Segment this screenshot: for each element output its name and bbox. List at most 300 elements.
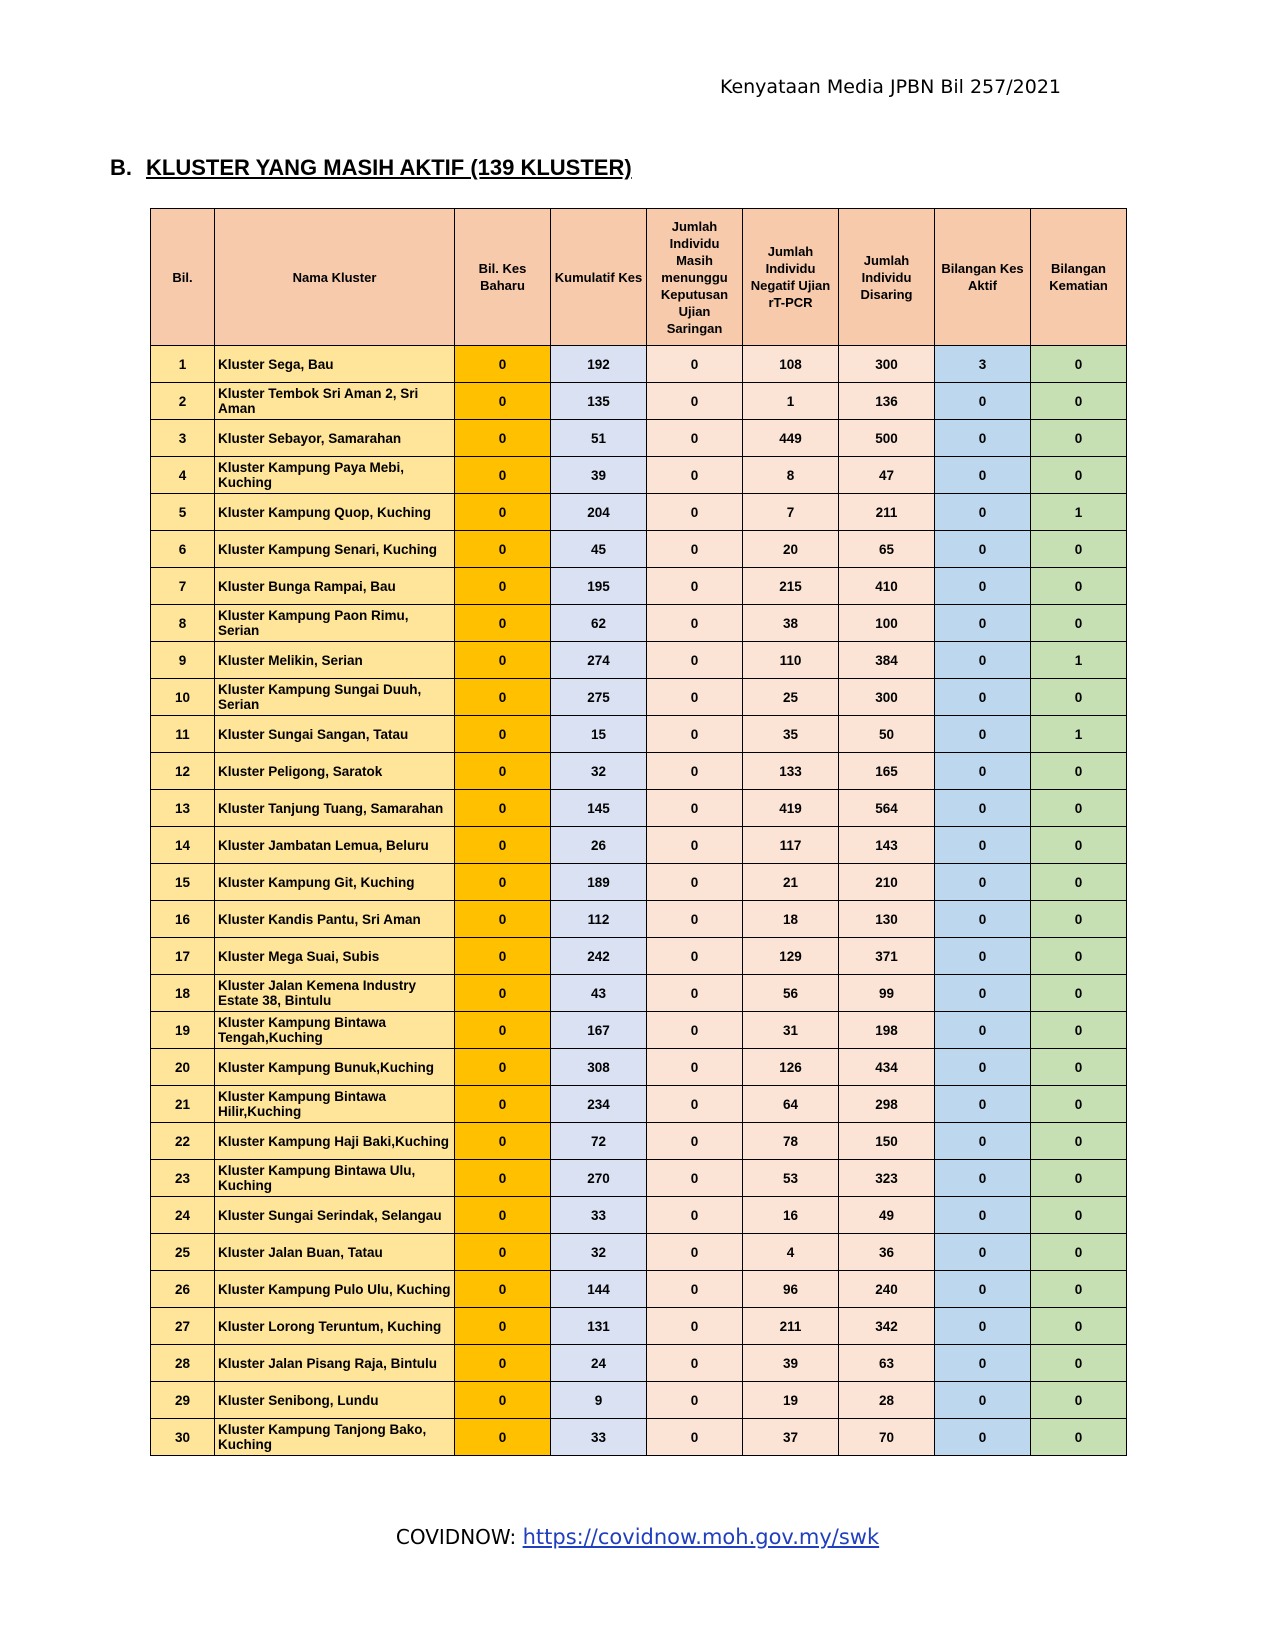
cell-negatif: 4	[743, 1234, 839, 1271]
cell-kes-baharu: 0	[455, 827, 551, 864]
cell-kumulatif: 234	[551, 1086, 647, 1123]
cell-negatif: 39	[743, 1345, 839, 1382]
cell-kes-aktif: 0	[935, 605, 1031, 642]
header-menunggu-keputusan: Jumlah Individu Masih menunggu Keputusan Ujian Saringan	[647, 209, 743, 346]
cell-bil: 8	[151, 605, 215, 642]
cell-kes-baharu: 0	[455, 1123, 551, 1160]
table-row	[151, 1419, 1127, 1456]
table-row	[151, 1123, 1127, 1160]
cell-nama-kluster: Kluster Jalan Kemena Industry Estate 38, Bintulu	[215, 975, 455, 1012]
cell-disaring: 130	[839, 901, 935, 938]
cell-kumulatif: 192	[551, 346, 647, 383]
cell-disaring: 99	[839, 975, 935, 1012]
cell-negatif: 1	[743, 383, 839, 420]
header-negatif-ujian: Jumlah Individu Negatif Ujian rT-PCR	[743, 209, 839, 346]
cell-negatif: 35	[743, 716, 839, 753]
cell-kumulatif: 9	[551, 1382, 647, 1419]
cell-kematian: 0	[1031, 864, 1127, 901]
cell-bil: 21	[151, 1086, 215, 1123]
cell-kes-baharu: 0	[455, 383, 551, 420]
cell-negatif: 96	[743, 1271, 839, 1308]
cell-nama-kluster: Kluster Kampung Bintawa Ulu, Kuching	[215, 1160, 455, 1197]
table-row	[151, 1086, 1127, 1123]
cell-negatif: 419	[743, 790, 839, 827]
cell-menunggu: 0	[647, 457, 743, 494]
cell-kematian: 0	[1031, 1086, 1127, 1123]
cell-kes-aktif: 0	[935, 716, 1031, 753]
cell-disaring: 434	[839, 1049, 935, 1086]
cell-menunggu: 0	[647, 1234, 743, 1271]
cell-disaring: 300	[839, 679, 935, 716]
cell-negatif: 19	[743, 1382, 839, 1419]
cell-nama-kluster: Kluster Kampung Senari, Kuching	[215, 531, 455, 568]
cell-nama-kluster: Kluster Kampung Bintawa Hilir,Kuching	[215, 1086, 455, 1123]
cell-negatif: 21	[743, 864, 839, 901]
cell-kematian: 0	[1031, 1345, 1127, 1382]
cell-bil: 17	[151, 938, 215, 975]
cell-kematian: 1	[1031, 716, 1127, 753]
cell-kumulatif: 145	[551, 790, 647, 827]
cell-disaring: 564	[839, 790, 935, 827]
cell-kumulatif: 204	[551, 494, 647, 531]
cell-kumulatif: 135	[551, 383, 647, 420]
table-row	[151, 1197, 1127, 1234]
cell-kumulatif: 72	[551, 1123, 647, 1160]
cell-kematian: 0	[1031, 605, 1127, 642]
cell-kumulatif: 33	[551, 1197, 647, 1234]
cell-kes-baharu: 0	[455, 1197, 551, 1234]
cell-kematian: 0	[1031, 938, 1127, 975]
cell-disaring: 500	[839, 420, 935, 457]
cell-nama-kluster: Kluster Kampung Paon Rimu, Serian	[215, 605, 455, 642]
cell-bil: 4	[151, 457, 215, 494]
cell-menunggu: 0	[647, 1197, 743, 1234]
cell-kes-baharu: 0	[455, 790, 551, 827]
cell-kes-baharu: 0	[455, 975, 551, 1012]
cell-kematian: 0	[1031, 1382, 1127, 1419]
cell-negatif: 8	[743, 457, 839, 494]
cell-kumulatif: 131	[551, 1308, 647, 1345]
cell-kes-baharu: 0	[455, 1049, 551, 1086]
header-kes-baharu: Bil. Kes Baharu	[455, 209, 551, 346]
cell-kes-aktif: 0	[935, 790, 1031, 827]
cell-menunggu: 0	[647, 1123, 743, 1160]
cell-kematian: 0	[1031, 1271, 1127, 1308]
cell-disaring: 298	[839, 1086, 935, 1123]
header-nama-kluster: Nama Kluster	[215, 209, 455, 346]
cell-menunggu: 0	[647, 420, 743, 457]
cell-kumulatif: 26	[551, 827, 647, 864]
cell-kes-aktif: 0	[935, 901, 1031, 938]
cell-kes-aktif: 0	[935, 568, 1031, 605]
cell-negatif: 7	[743, 494, 839, 531]
cell-kes-aktif: 0	[935, 1160, 1031, 1197]
cell-nama-kluster: Kluster Melikin, Serian	[215, 642, 455, 679]
cell-kematian: 0	[1031, 346, 1127, 383]
cell-kematian: 0	[1031, 1197, 1127, 1234]
header-kematian: Bilangan Kematian	[1031, 209, 1127, 346]
cell-kes-aktif: 0	[935, 457, 1031, 494]
cell-kes-aktif: 0	[935, 1049, 1031, 1086]
cell-kes-baharu: 0	[455, 457, 551, 494]
cell-menunggu: 0	[647, 1382, 743, 1419]
table-row	[151, 494, 1127, 531]
cell-kumulatif: 112	[551, 901, 647, 938]
cell-nama-kluster: Kluster Peligong, Saratok	[215, 753, 455, 790]
cell-kes-aktif: 0	[935, 1345, 1031, 1382]
section-letter: B.	[110, 155, 132, 180]
cell-kes-aktif: 0	[935, 1382, 1031, 1419]
cell-bil: 23	[151, 1160, 215, 1197]
cell-kes-aktif: 0	[935, 1123, 1031, 1160]
table-row	[151, 383, 1127, 420]
cell-menunggu: 0	[647, 346, 743, 383]
cell-menunggu: 0	[647, 494, 743, 531]
cell-disaring: 49	[839, 1197, 935, 1234]
table-row	[151, 605, 1127, 642]
cell-bil: 26	[151, 1271, 215, 1308]
cell-kematian: 0	[1031, 1012, 1127, 1049]
cell-nama-kluster: Kluster Jalan Pisang Raja, Bintulu	[215, 1345, 455, 1382]
cell-kematian: 0	[1031, 457, 1127, 494]
cell-nama-kluster: Kluster Sega, Bau	[215, 346, 455, 383]
cell-kes-baharu: 0	[455, 679, 551, 716]
cell-bil: 25	[151, 1234, 215, 1271]
cell-kes-aktif: 0	[935, 679, 1031, 716]
cell-nama-kluster: Kluster Tanjung Tuang, Samarahan	[215, 790, 455, 827]
cell-kumulatif: 270	[551, 1160, 647, 1197]
cell-kematian: 0	[1031, 901, 1127, 938]
cell-kes-aktif: 0	[935, 1234, 1031, 1271]
cell-bil: 7	[151, 568, 215, 605]
cell-bil: 22	[151, 1123, 215, 1160]
cell-bil: 3	[151, 420, 215, 457]
cell-kematian: 0	[1031, 1419, 1127, 1456]
table-row	[151, 1234, 1127, 1271]
footer	[0, 1525, 1275, 1549]
cell-bil: 12	[151, 753, 215, 790]
cell-nama-kluster: Kluster Kampung Bunuk,Kuching	[215, 1049, 455, 1086]
cell-nama-kluster: Kluster Jambatan Lemua, Beluru	[215, 827, 455, 864]
cell-kumulatif: 144	[551, 1271, 647, 1308]
cell-kes-baharu: 0	[455, 753, 551, 790]
cell-kes-aktif: 0	[935, 827, 1031, 864]
table-row	[151, 1382, 1127, 1419]
cell-disaring: 47	[839, 457, 935, 494]
cell-bil: 10	[151, 679, 215, 716]
cell-negatif: 18	[743, 901, 839, 938]
cell-kumulatif: 32	[551, 1234, 647, 1271]
cell-kes-aktif: 0	[935, 1419, 1031, 1456]
cell-menunggu: 0	[647, 790, 743, 827]
table-row	[151, 420, 1127, 457]
cell-bil: 6	[151, 531, 215, 568]
cell-negatif: 129	[743, 938, 839, 975]
header-disaring: Jumlah Individu Disaring	[839, 209, 935, 346]
table-row	[151, 457, 1127, 494]
cell-kumulatif: 45	[551, 531, 647, 568]
cell-disaring: 70	[839, 1419, 935, 1456]
cell-kumulatif: 189	[551, 864, 647, 901]
table-header-row	[151, 209, 1127, 346]
cell-disaring: 384	[839, 642, 935, 679]
cell-negatif: 108	[743, 346, 839, 383]
cell-kumulatif: 24	[551, 1345, 647, 1382]
cell-menunggu: 0	[647, 1419, 743, 1456]
cell-disaring: 240	[839, 1271, 935, 1308]
cell-nama-kluster: Kluster Sebayor, Samarahan	[215, 420, 455, 457]
cell-menunggu: 0	[647, 1012, 743, 1049]
cell-nama-kluster: Kluster Kampung Quop, Kuching	[215, 494, 455, 531]
cell-nama-kluster: Kluster Jalan Buan, Tatau	[215, 1234, 455, 1271]
cell-kematian: 0	[1031, 383, 1127, 420]
cell-disaring: 143	[839, 827, 935, 864]
cell-menunggu: 0	[647, 605, 743, 642]
cell-kes-baharu: 0	[455, 1419, 551, 1456]
cell-disaring: 323	[839, 1160, 935, 1197]
cell-negatif: 31	[743, 1012, 839, 1049]
cell-kes-aktif: 0	[935, 1308, 1031, 1345]
cell-kematian: 0	[1031, 790, 1127, 827]
cell-kematian: 0	[1031, 753, 1127, 790]
cell-bil: 18	[151, 975, 215, 1012]
cell-kes-aktif: 0	[935, 975, 1031, 1012]
cell-negatif: 53	[743, 1160, 839, 1197]
cell-kumulatif: 167	[551, 1012, 647, 1049]
header-bil: Bil.	[151, 209, 215, 346]
cell-disaring: 50	[839, 716, 935, 753]
cell-kematian: 0	[1031, 679, 1127, 716]
cell-kes-aktif: 0	[935, 1012, 1031, 1049]
cell-bil: 11	[151, 716, 215, 753]
cell-menunggu: 0	[647, 716, 743, 753]
cell-kes-baharu: 0	[455, 1234, 551, 1271]
cell-nama-kluster: Kluster Kampung Git, Kuching	[215, 864, 455, 901]
cell-kematian: 0	[1031, 1234, 1127, 1271]
cell-kes-baharu: 0	[455, 605, 551, 642]
cell-kumulatif: 32	[551, 753, 647, 790]
cell-disaring: 198	[839, 1012, 935, 1049]
cell-kumulatif: 15	[551, 716, 647, 753]
cell-kes-baharu: 0	[455, 1308, 551, 1345]
cell-negatif: 449	[743, 420, 839, 457]
table-row	[151, 1271, 1127, 1308]
cell-nama-kluster: Kluster Lorong Teruntum, Kuching	[215, 1308, 455, 1345]
cell-kumulatif: 62	[551, 605, 647, 642]
cluster-table	[150, 208, 1127, 1456]
cell-menunggu: 0	[647, 1271, 743, 1308]
cell-bil: 28	[151, 1345, 215, 1382]
cell-kematian: 0	[1031, 531, 1127, 568]
table-row	[151, 901, 1127, 938]
cell-menunggu: 0	[647, 568, 743, 605]
cell-bil: 19	[151, 1012, 215, 1049]
cell-disaring: 211	[839, 494, 935, 531]
cell-kes-baharu: 0	[455, 1382, 551, 1419]
cell-kematian: 0	[1031, 1049, 1127, 1086]
cell-menunggu: 0	[647, 1049, 743, 1086]
cell-nama-kluster: Kluster Sungai Sangan, Tatau	[215, 716, 455, 753]
table-row	[151, 1345, 1127, 1382]
cell-bil: 13	[151, 790, 215, 827]
section-heading: KLUSTER YANG MASIH AKTIF (139 KLUSTER)	[146, 155, 632, 180]
cell-negatif: 126	[743, 1049, 839, 1086]
cell-negatif: 215	[743, 568, 839, 605]
cell-kematian: 0	[1031, 827, 1127, 864]
table-row	[151, 568, 1127, 605]
table-row	[151, 1012, 1127, 1049]
table-row	[151, 1308, 1127, 1345]
cell-kumulatif: 33	[551, 1419, 647, 1456]
cell-bil: 5	[151, 494, 215, 531]
cell-disaring: 165	[839, 753, 935, 790]
cell-kematian: 1	[1031, 642, 1127, 679]
cell-negatif: 78	[743, 1123, 839, 1160]
cell-menunggu: 0	[647, 1345, 743, 1382]
cell-nama-kluster: Kluster Bunga Rampai, Bau	[215, 568, 455, 605]
cell-nama-kluster: Kluster Kandis Pantu, Sri Aman	[215, 901, 455, 938]
cell-kes-aktif: 0	[935, 383, 1031, 420]
cell-menunggu: 0	[647, 864, 743, 901]
cell-nama-kluster: Kluster Kampung Pulo Ulu, Kuching	[215, 1271, 455, 1308]
cell-menunggu: 0	[647, 679, 743, 716]
cell-menunggu: 0	[647, 1308, 743, 1345]
section-title	[110, 155, 632, 181]
cell-disaring: 28	[839, 1382, 935, 1419]
cell-kematian: 0	[1031, 1123, 1127, 1160]
cell-kumulatif: 195	[551, 568, 647, 605]
cell-nama-kluster: Kluster Sungai Serindak, Selangau	[215, 1197, 455, 1234]
table-body	[151, 346, 1127, 1456]
cell-kes-baharu: 0	[455, 494, 551, 531]
cell-bil: 20	[151, 1049, 215, 1086]
cell-menunggu: 0	[647, 901, 743, 938]
cell-nama-kluster: Kluster Senibong, Lundu	[215, 1382, 455, 1419]
cell-nama-kluster: Kluster Mega Suai, Subis	[215, 938, 455, 975]
cell-menunggu: 0	[647, 1086, 743, 1123]
cell-kes-aktif: 0	[935, 753, 1031, 790]
table-row	[151, 716, 1127, 753]
table-row	[151, 753, 1127, 790]
table-row	[151, 679, 1127, 716]
cell-kes-baharu: 0	[455, 642, 551, 679]
cell-bil: 16	[151, 901, 215, 938]
table-row	[151, 1160, 1127, 1197]
cell-kes-aktif: 0	[935, 494, 1031, 531]
cell-kes-baharu: 0	[455, 1271, 551, 1308]
cell-menunggu: 0	[647, 383, 743, 420]
cell-kumulatif: 308	[551, 1049, 647, 1086]
cell-menunggu: 0	[647, 642, 743, 679]
header-kumulatif-kes: Kumulatif Kes	[551, 209, 647, 346]
cell-kes-baharu: 0	[455, 1086, 551, 1123]
cell-kes-baharu: 0	[455, 938, 551, 975]
cell-bil: 30	[151, 1419, 215, 1456]
document-reference: Kenyataan Media JPBN Bil 257/2021	[719, 76, 1061, 98]
cell-bil: 29	[151, 1382, 215, 1419]
cell-disaring: 100	[839, 605, 935, 642]
cell-kes-baharu: 0	[455, 1345, 551, 1382]
table-row	[151, 938, 1127, 975]
cell-menunggu: 0	[647, 827, 743, 864]
cell-kumulatif: 274	[551, 642, 647, 679]
cell-disaring: 36	[839, 1234, 935, 1271]
cell-negatif: 20	[743, 531, 839, 568]
cell-bil: 15	[151, 864, 215, 901]
cell-negatif: 110	[743, 642, 839, 679]
cell-bil: 9	[151, 642, 215, 679]
cell-kes-aktif: 0	[935, 1271, 1031, 1308]
cell-negatif: 64	[743, 1086, 839, 1123]
cell-disaring: 63	[839, 1345, 935, 1382]
cell-bil: 14	[151, 827, 215, 864]
cell-nama-kluster: Kluster Kampung Tanjong Bako, Kuching	[215, 1419, 455, 1456]
cell-kumulatif: 43	[551, 975, 647, 1012]
cell-negatif: 56	[743, 975, 839, 1012]
cell-kes-baharu: 0	[455, 901, 551, 938]
cell-kes-baharu: 0	[455, 1160, 551, 1197]
table-row	[151, 1049, 1127, 1086]
cell-kematian: 1	[1031, 494, 1127, 531]
cell-menunggu: 0	[647, 531, 743, 568]
table-row	[151, 346, 1127, 383]
cell-disaring: 342	[839, 1308, 935, 1345]
table-row	[151, 975, 1127, 1012]
cell-kes-aktif: 3	[935, 346, 1031, 383]
cell-kematian: 0	[1031, 568, 1127, 605]
cell-kumulatif: 275	[551, 679, 647, 716]
cell-disaring: 300	[839, 346, 935, 383]
cell-nama-kluster: Kluster Kampung Paya Mebi, Kuching	[215, 457, 455, 494]
cell-kumulatif: 242	[551, 938, 647, 975]
cell-negatif: 38	[743, 605, 839, 642]
covidnow-link[interactable]: https://covidnow.moh.gov.my/swk	[522, 1525, 880, 1549]
cell-menunggu: 0	[647, 975, 743, 1012]
table-row	[151, 642, 1127, 679]
table-row	[151, 827, 1127, 864]
cell-negatif: 25	[743, 679, 839, 716]
cell-menunggu: 0	[647, 938, 743, 975]
cell-kes-aktif: 0	[935, 1086, 1031, 1123]
cell-negatif: 117	[743, 827, 839, 864]
cell-disaring: 410	[839, 568, 935, 605]
table-row	[151, 790, 1127, 827]
cell-disaring: 210	[839, 864, 935, 901]
cell-kematian: 0	[1031, 975, 1127, 1012]
cell-kes-baharu: 0	[455, 346, 551, 383]
cell-disaring: 65	[839, 531, 935, 568]
cell-kematian: 0	[1031, 1308, 1127, 1345]
cell-kumulatif: 51	[551, 420, 647, 457]
cell-kes-baharu: 0	[455, 716, 551, 753]
cell-kes-aktif: 0	[935, 1197, 1031, 1234]
cell-menunggu: 0	[647, 1160, 743, 1197]
cell-menunggu: 0	[647, 753, 743, 790]
table-row	[151, 864, 1127, 901]
cell-kes-baharu: 0	[455, 531, 551, 568]
header-kes-aktif: Bilangan Kes Aktif	[935, 209, 1031, 346]
cell-kematian: 0	[1031, 420, 1127, 457]
cell-disaring: 150	[839, 1123, 935, 1160]
cell-bil: 27	[151, 1308, 215, 1345]
footer-label: COVIDNOW:	[395, 1525, 523, 1549]
cell-kes-aktif: 0	[935, 938, 1031, 975]
cell-disaring: 136	[839, 383, 935, 420]
cell-kes-aktif: 0	[935, 642, 1031, 679]
cell-kes-aktif: 0	[935, 420, 1031, 457]
cell-nama-kluster: Kluster Kampung Haji Baki,Kuching	[215, 1123, 455, 1160]
cell-nama-kluster: Kluster Tembok Sri Aman 2, Sri Aman	[215, 383, 455, 420]
